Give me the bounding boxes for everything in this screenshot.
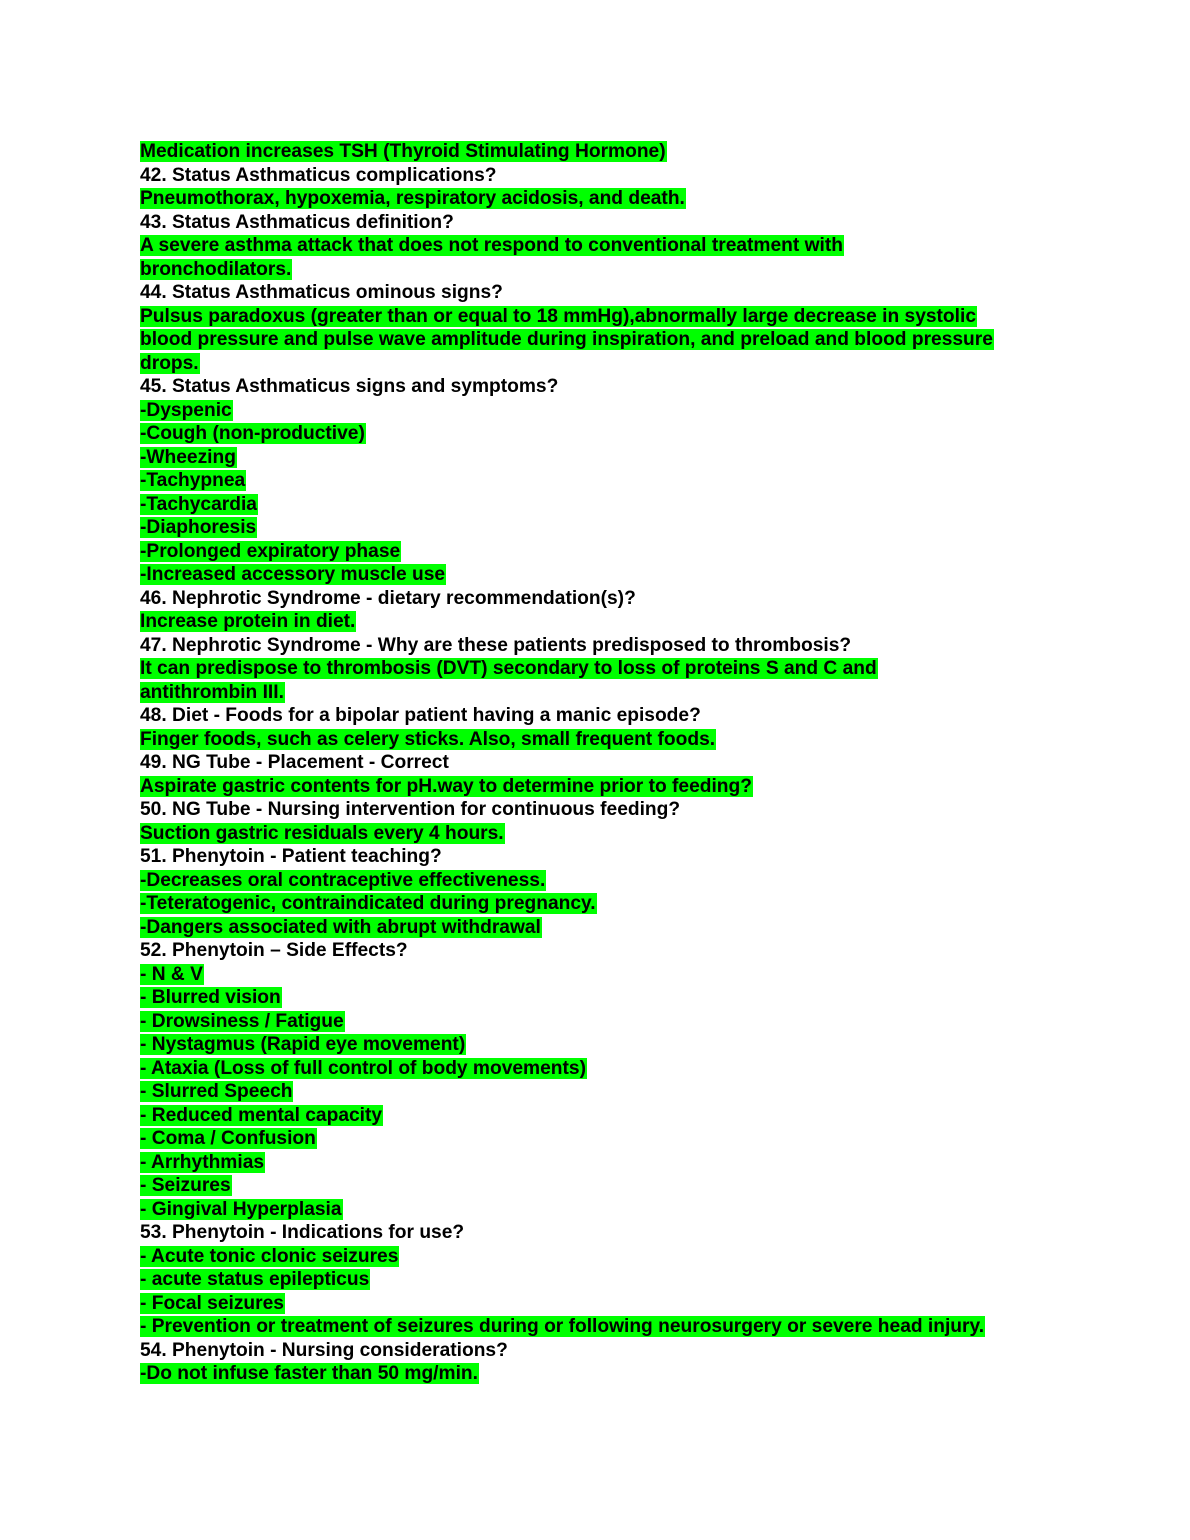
answer-line bbox=[140, 563, 1055, 587]
answer-line bbox=[140, 1174, 1055, 1198]
question-text: 46. Nephrotic Syndrome - dietary recommendation(s)? bbox=[140, 587, 636, 609]
highlighted-text: - N & V bbox=[140, 963, 203, 985]
question-text: 43. Status Asthmaticus definition? bbox=[140, 211, 454, 233]
answer-line bbox=[140, 446, 1055, 470]
highlighted-text: - Reduced mental capacity bbox=[140, 1104, 383, 1126]
document-page bbox=[140, 140, 1055, 1386]
question-line bbox=[140, 1339, 1055, 1363]
highlighted-text: It can predispose to thrombosis (DVT) secondary to loss of proteins S and C and bbox=[140, 658, 877, 679]
highlighted-text: - Focal seizures bbox=[140, 1292, 284, 1314]
answer-line bbox=[140, 963, 1055, 987]
highlighted-text: Increase protein in diet. bbox=[140, 611, 356, 632]
highlighted-text: - Blurred vision bbox=[140, 987, 281, 1008]
question-text: 48. Diet - Foods for a bipolar patient having a manic episode? bbox=[140, 705, 701, 726]
question-text: 44. Status Asthmaticus ominous signs? bbox=[140, 282, 503, 303]
highlighted-text: -Dyspenic bbox=[140, 399, 232, 421]
question-line bbox=[140, 375, 1055, 399]
highlighted-text: - acute status epilepticus bbox=[140, 1269, 370, 1290]
answer-line bbox=[140, 1315, 1055, 1339]
answer-line bbox=[140, 775, 1055, 799]
highlighted-text: -Increased accessory muscle use bbox=[140, 564, 446, 585]
question-line bbox=[140, 634, 1055, 658]
answer-line bbox=[140, 1033, 1055, 1057]
highlighted-text: -Prolonged expiratory phase bbox=[140, 540, 401, 562]
answer-line bbox=[140, 1268, 1055, 1292]
answer-line bbox=[140, 1198, 1055, 1222]
answer-line bbox=[140, 822, 1055, 846]
highlighted-text: -Teteratogenic, contraindicated during pregnancy. bbox=[140, 893, 596, 914]
answer-line bbox=[140, 892, 1055, 916]
question-line bbox=[140, 587, 1055, 611]
answer-line bbox=[140, 422, 1055, 446]
highlighted-text: - Drowsiness / Fatigue bbox=[140, 1010, 344, 1032]
answer-line bbox=[140, 1292, 1055, 1316]
question-text: 50. NG Tube - Nursing intervention for continuous feeding? bbox=[140, 799, 681, 820]
answer-line bbox=[140, 657, 1055, 681]
answer-line bbox=[140, 493, 1055, 517]
answer-line bbox=[140, 234, 1055, 258]
highlighted-text: - Slurred Speech bbox=[140, 1081, 293, 1102]
highlighted-text: Pneumothorax, hypoxemia, respiratory acidosis, and death. bbox=[140, 188, 685, 209]
question-line bbox=[140, 281, 1055, 305]
question-line bbox=[140, 704, 1055, 728]
highlighted-text: - Ataxia (Loss of full control of body movements) bbox=[140, 1057, 586, 1079]
answer-line bbox=[140, 1104, 1055, 1128]
question-line bbox=[140, 211, 1055, 235]
question-line bbox=[140, 798, 1055, 822]
highlighted-text: Finger foods, such as celery sticks. Also, small frequent foods. bbox=[140, 728, 716, 750]
answer-line bbox=[140, 1057, 1055, 1081]
question-text: 54. Phenytoin - Nursing considerations? bbox=[140, 1339, 508, 1361]
answer-line bbox=[140, 328, 1055, 352]
highlighted-text: -Do not infuse faster than 50 mg/min. bbox=[140, 1363, 478, 1384]
answer-line bbox=[140, 469, 1055, 493]
highlighted-text: bronchodilators. bbox=[140, 258, 292, 280]
answer-line bbox=[140, 399, 1055, 423]
highlighted-text: - Gingival Hyperplasia bbox=[140, 1198, 342, 1220]
question-text: 51. Phenytoin - Patient teaching? bbox=[140, 846, 442, 867]
answer-line bbox=[140, 986, 1055, 1010]
answer-line bbox=[140, 516, 1055, 540]
highlighted-text: - Coma / Confusion bbox=[140, 1128, 316, 1149]
answer-line bbox=[140, 728, 1055, 752]
highlighted-text: -Dangers associated with abrupt withdrawal bbox=[140, 916, 541, 938]
highlighted-text: -Tachypnea bbox=[140, 470, 246, 491]
highlighted-text: - Arrhythmias bbox=[140, 1151, 265, 1173]
question-text: 42. Status Asthmaticus complications? bbox=[140, 164, 497, 186]
question-line bbox=[140, 939, 1055, 963]
highlighted-text: - Nystagmus (Rapid eye movement) bbox=[140, 1034, 466, 1055]
answer-line bbox=[140, 869, 1055, 893]
highlighted-text: -Tachycardia bbox=[140, 493, 257, 515]
highlighted-text: - Prevention or treatment of seizures during or following neurosurgery or severe head injury. bbox=[140, 1316, 985, 1337]
highlighted-text: drops. bbox=[140, 352, 199, 374]
question-text: 49. NG Tube - Placement - Correct bbox=[140, 752, 449, 773]
answer-line bbox=[140, 1010, 1055, 1034]
answer-line bbox=[140, 305, 1055, 329]
answer-line bbox=[140, 681, 1055, 705]
question-line bbox=[140, 845, 1055, 869]
highlighted-text: - Acute tonic clonic seizures bbox=[140, 1245, 399, 1267]
answer-line bbox=[140, 1245, 1055, 1269]
answer-line bbox=[140, 610, 1055, 634]
highlighted-text: Medication increases TSH (Thyroid Stimulating Hormone) bbox=[140, 141, 666, 162]
answer-line bbox=[140, 540, 1055, 564]
question-line bbox=[140, 751, 1055, 775]
highlighted-text: Pulsus paradoxus (greater than or equal to 18 mmHg),abnormally large decrease in systolic bbox=[140, 305, 976, 327]
highlighted-text: blood pressure and pulse wave amplitude during inspiration, and preload and blood pressure bbox=[140, 329, 993, 350]
question-text: 45. Status Asthmaticus signs and symptoms? bbox=[140, 376, 559, 397]
highlighted-text: A severe asthma attack that does not respond to conventional treatment with bbox=[140, 235, 843, 256]
question-text: 52. Phenytoin – Side Effects? bbox=[140, 940, 408, 961]
question-text: 53. Phenytoin - Indications for use? bbox=[140, 1222, 465, 1243]
answer-line bbox=[140, 916, 1055, 940]
highlighted-text: Aspirate gastric contents for pH.way to determine prior to feeding? bbox=[140, 775, 752, 797]
question-line bbox=[140, 1221, 1055, 1245]
answer-line bbox=[140, 1151, 1055, 1175]
highlighted-text: -Wheezing bbox=[140, 446, 236, 468]
highlighted-text: -Decreases oral contraceptive effectiveness. bbox=[140, 869, 546, 891]
answer-line bbox=[140, 1127, 1055, 1151]
question-text: 47. Nephrotic Syndrome - Why are these patients predisposed to thrombosis? bbox=[140, 634, 852, 656]
question-line bbox=[140, 164, 1055, 188]
answer-line bbox=[140, 352, 1055, 376]
highlighted-text: - Seizures bbox=[140, 1175, 231, 1196]
answer-line bbox=[140, 258, 1055, 282]
highlighted-text: -Cough (non-productive) bbox=[140, 423, 365, 444]
highlighted-text: antithrombin III. bbox=[140, 681, 284, 703]
answer-line bbox=[140, 140, 1055, 164]
highlighted-text: Suction gastric residuals every 4 hours. bbox=[140, 822, 504, 844]
answer-line bbox=[140, 1080, 1055, 1104]
answer-line bbox=[140, 1362, 1055, 1386]
answer-line bbox=[140, 187, 1055, 211]
highlighted-text: -Diaphoresis bbox=[140, 517, 257, 538]
